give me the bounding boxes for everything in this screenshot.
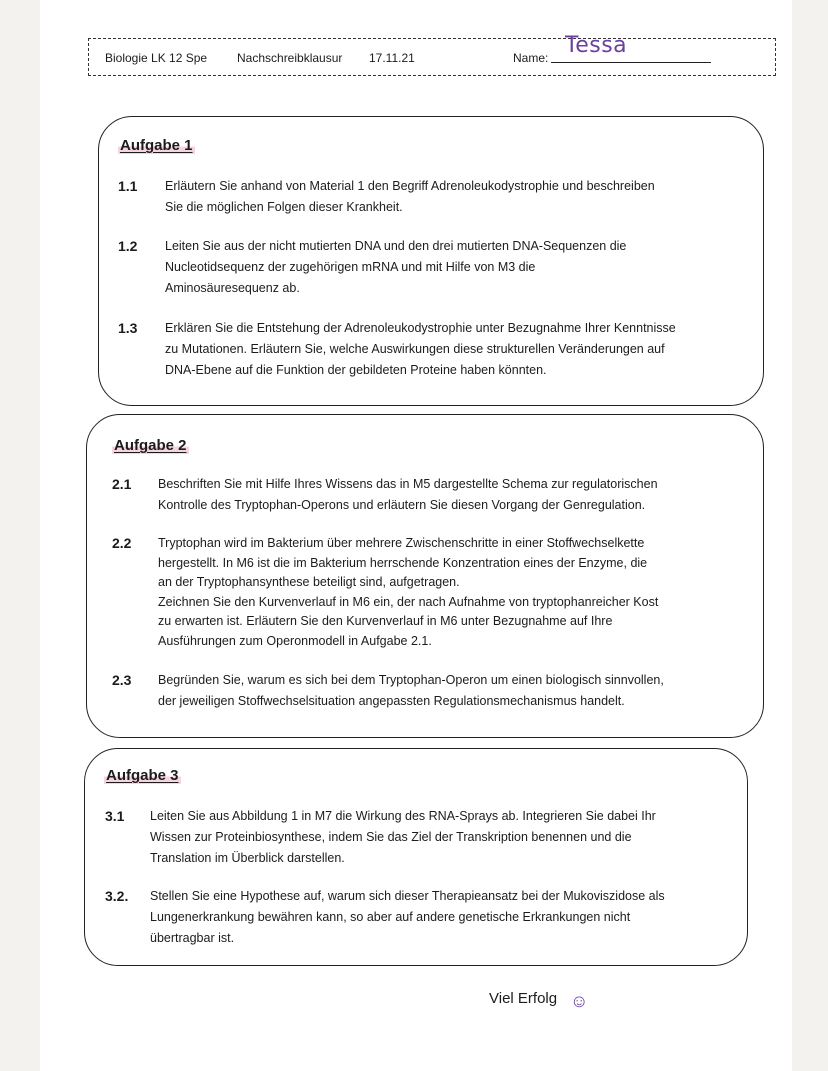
task-number: 3.1 [105,808,125,824]
task-text: Leiten Sie aus der nicht mutierten DNA und den drei mutierten DNA-Sequenzen die Nucleotidsequenz der zugehörigen mRNA und mit Hilfe von M3 die Aminosäuresequenz ab. [165,239,627,295]
closing-text: Viel Erfolg [489,990,558,1007]
exam-header [88,33,776,76]
task-text: Erläutern Sie anhand von Material 1 den Begriff Adrenoleukodystrophie und beschreiben Sie die möglichen Folgen dieser Krankheit. [165,179,655,214]
exam-date: 17.11.21 [369,51,415,65]
task-text: Erklären Sie die Entstehung der Adrenoleukodystrophie unter Bezugnahme Ihrer Kenntnisse zu Mutationen. Erläutern Sie, welche Auswirkungen diese strukturellen Veränderungen auf DNA-Ebene auf die Funktion der gebildeten Proteine haben könnten. [165,321,676,377]
task-number: 1.3 [118,320,138,336]
section-title-2: Aufgabe 2 [114,437,187,454]
task-text: Tryptophan wird im Bakterium über mehrere Zwischenschritte in einer Stoffwechselkette hergestellt. In M6 ist die im Bakterium herrschende Konzentration eines der Enzyme, die an der Tryptophansynthese beteiligt sind, aufgetragen. Zeichnen Sie den Kurvenverlauf in M6 ein, der nach Aufnahme von tryptophanreicher Kost zu erwarten ist. Erläutern Sie den Kurvenverlauf in M6 unter Bezugnahme auf Ihre Ausführungen zum Operonmodell in Aufgabe 2.1. [158,536,659,648]
exam-type: Nachschreibklausur [237,51,343,65]
task-text: Leiten Sie aus Abbildung 1 in M7 die Wirkung des RNA-Sprays ab. Integrieren Sie dabei Ihr Wissen zur Proteinbiosynthese, indem Sie das Ziel der Transkription benennen und die Translation im Überblick darstellen. [150,809,656,865]
task-number: 1.2 [118,238,138,254]
task-number: 2.3 [112,672,132,688]
course-label: Biologie LK 12 Spe [105,51,208,65]
task-number: 1.1 [118,178,138,194]
name-label: Name: [513,51,549,65]
task-number: 2.1 [112,476,132,492]
section-title-1: Aufgabe 1 [120,137,193,154]
task-text: Beschriften Sie mit Hilfe Ihres Wissens das in M5 dargestellte Schema zur regulatorischen Kontrolle des Tryptophan-Operons und erläutern Sie diesen Vorgang der Genregulation. [158,477,658,512]
task-number: 2.2 [112,535,132,551]
task-text: Stellen Sie eine Hypothese auf, warum sich dieser Therapieansatz bei der Mukoviszidose als Lungenerkrankung bewähren kann, so aber auf andere genetische Erkrankungen nicht übertragbar ist. [150,889,665,945]
smiley-icon: ☺ [570,991,589,1011]
name-field[interactable]: Tessa [551,33,711,63]
task-number: 3.2. [105,888,129,904]
task-text: Begründen Sie, warum es sich bei dem Tryptophan-Operon um einen biologisch sinnvollen, der jeweiligen Stoffwechselsituation angepassten Regulationsmechanismus handelt. [158,673,664,708]
section-title-3: Aufgabe 3 [106,767,179,784]
